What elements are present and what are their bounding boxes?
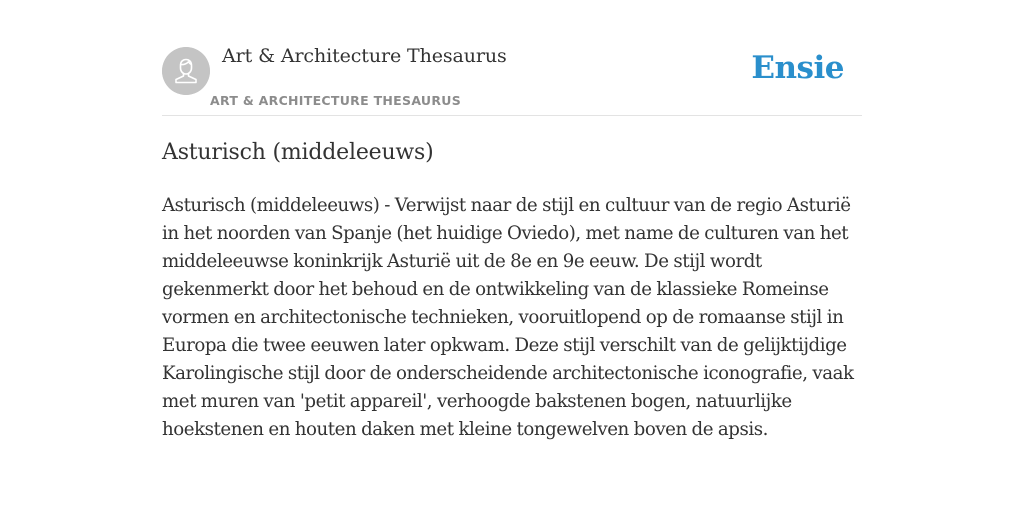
publisher-label[interactable]: ART & ARCHITECTURE THESAURUS: [210, 93, 462, 108]
author-name[interactable]: Art & Architecture Thesaurus: [222, 45, 507, 67]
user-silhouette-icon: [162, 47, 210, 95]
page-title: Asturisch (middeleeuws): [162, 140, 434, 165]
avatar[interactable]: [162, 47, 210, 95]
definition-text: Asturisch (middeleeuws) - Verwijst naar de stijl en cultuur van de regio Asturië in het noorden van Spanje (het huidige Oviedo), met name de culturen van het middeleeuwse koninkrijk Asturië uit de 8e en 9e eeuw. De stijl wordt gekenmerkt door het behoud en de ontwikkeling van de klassieke Romeinse vormen en architectonische technieken, vooruitlopend op de romaanse stijl in Europa die twee eeuwen later opkwam. Deze stijl verschilt van de gelijktijdige Karolingische stijl door de onderscheidende architectonische iconografie, vaak met muren van 'petit appareil', verhoogde bakstenen bogen, natuurlijke hoekstenen en houten daken met kleine tongewelven boven de apsis.: [162, 195, 854, 440]
ensie-logo[interactable]: Ensie: [751, 50, 844, 86]
definition-card: [162, 0, 862, 440]
card-header: [162, 0, 862, 116]
